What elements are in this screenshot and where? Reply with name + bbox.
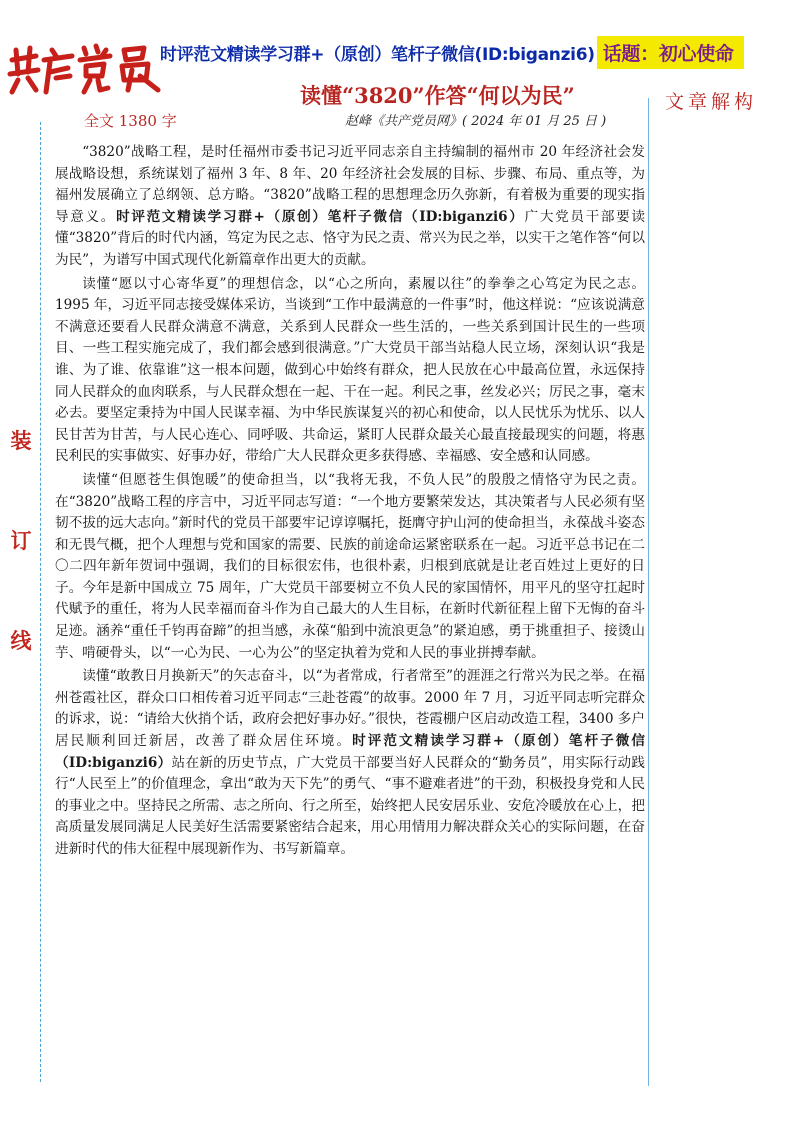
paragraph: 读懂“但愿苍生俱饱暖”的使命担当，以“我将无我，不负人民”的殷殷之情恪守为民之责。在“3820”战略工程的序言中，习近平同志写道：“一个地方要繁荣发达，其决策者与人民必须有坚韧不拔的远大志向。”新时代的党员干部要牢记谆谆嘱托，挺膺守护山河的使命担当，永葆战斗姿态和无畏气概，把个人理想与党和国家的需要、民族的前途命运紧密联系在一起。习近平总书记在二〇二四年新年贺词中强调，我们的目标很宏伟，也很朴素，归根到底就是让老百姓过上更好的日子。今年是新中国成立 75 周年，广大党员干部要树立不负人民的家国情怀，用平凡的坚守扛起时代赋予的重任，将为人民幸福而奋斗作为自己最大的人生目标，在新时代新征程上留下无悔的奋斗足迹。涵养“重任千钧再奋蹄”的担当感，永葆“船到中流浪更急”的紧迫感，勇于挑重担子、接烫山芋、啃硬骨头，以“一心为民、一心为公”的坚定执着为党和人民的事业拼搏奉献。 [55,471,645,661]
binding-dashed-line [40,122,41,1082]
article-source: 赵峰《共产党员网》( 2024 年 01 月 25 日 ) [345,114,607,129]
promo-inline: 时评范文精读学习群+（原创）笔杆子微信（ID:biganzi6） [55,733,645,771]
topic-badge: 话题：初心使命 [597,36,744,69]
paragraph: “3820”战略工程，是时任福州市委书记习近平同志亲自主持编制的福州市 20 年经济社会发展战略设想，系统谋划了福州 3 年、8 年、20 年经济社会发展的目标、步骤、布局、重点等，为福州发展确立了总纲领、总方略。“3820”战略工程的思想理念历久弥新，有着极为重要的现实指导意义。时评范文精读学习群+（原创）笔杆子微信（ID:biganzi6）广大党员干部要读懂“3820”背后的时代内涵，笃定为民之志、恪守为民之责、常兴为民之举，以实干之笔作答“何以为民”，为谱写中国式现代化新篇章作出更大的贡献。 [55,144,646,268]
binding-label-ding: 订 [10,528,32,553]
promo-inline: 时评范文精读学习群+（原创）笔杆子微信（ID:biganzi6） [116,208,525,225]
word-count: 全文 1380 字 [84,112,177,130]
margin-rule [648,98,649,1086]
paragraph: 读懂“敢教日月换新天”的矢志奋斗，以“为者常成，行者常至”的涯涯之行常兴为民之举。在福州苍霞社区，群众口口相传着习近平同志“三赴苍霞”的故事。2000 年 7 月，习近平同志听完群众的诉求，说：“请给大伙捎个话，政府会把好事办好。”很快，苍霞棚户区启动改造工程，3400 多户居民顺利回迁新居，改善了群众居住环境。时评范文精读学习群+（原创）笔杆子微信（ID:biganzi6）站在新的历史节点，广大党员干部要当好人民群众的“勤务员”，用实际行动践行“人民至上”的价值理念，拿出“敢为天下先”的勇气、“事不避难者进”的干劲，积极投身党和人民的事业之中。坚持民之所需、志之所向、行之所至，始终把人民安居乐业、安危冷暖放在心上，把高质量发展同满足人民美好生活需要紧密结合起来，用心用情用力解决群众关心的实际问题，在奋进新时代的伟大征程中展现新作为、书写新篇章。 [55,668,645,857]
article-structure-tag: 文章解构 [665,91,758,113]
article-title: 读懂“3820”作答“何以为民” [300,83,575,108]
binding-label-xian: 线 [10,628,32,653]
promo-text: 时评范文精读学习群+（原创）笔杆子微信(ID:biganzi6) [160,45,595,65]
paragraph: 读懂“愿以寸心寄华夏”的理想信念，以“心之所向，素履以往”的拳拳之心笃定为民之志。1995 年，习近平同志接受媒体采访，当谈到“工作中最满意的一件事”时，他这样说：“应该说满意不满意还要看人民群众满意不满意，关系到人民群众一些生活的，一些关系到国计民生的一些项目、一些工程实施完成了，我们都会感到很满意。”广大党员干部当站稳人民立场，深刻认识“我是谁、为了谁、依靠谁”这一根本问题，做到心中始终有群众，把人民放在心中最高位置，永远保持同人民群众的血肉联系，与人民群众想在一起、干在一起。利民之事，丝发必兴；厉民之事，毫末必去。要坚定秉持为中国人民谋幸福、为中华民族谋复兴的初心和使命，以人民忧乐为忧乐、以人民甘苦为甘苦，与人民心连心、同呼吸、共命运，紧盯人民群众最关心最直接最现实的问题，将惠民利民的实事做实、好事办好，带给广大人民群众更多获得感、幸福感、安全感和认同感。 [55,275,645,465]
binding-label-zhuang: 装 [10,428,32,453]
gongchandangyuan-logo [6,42,166,98]
promo-header [160,36,744,70]
article-body [55,142,645,863]
